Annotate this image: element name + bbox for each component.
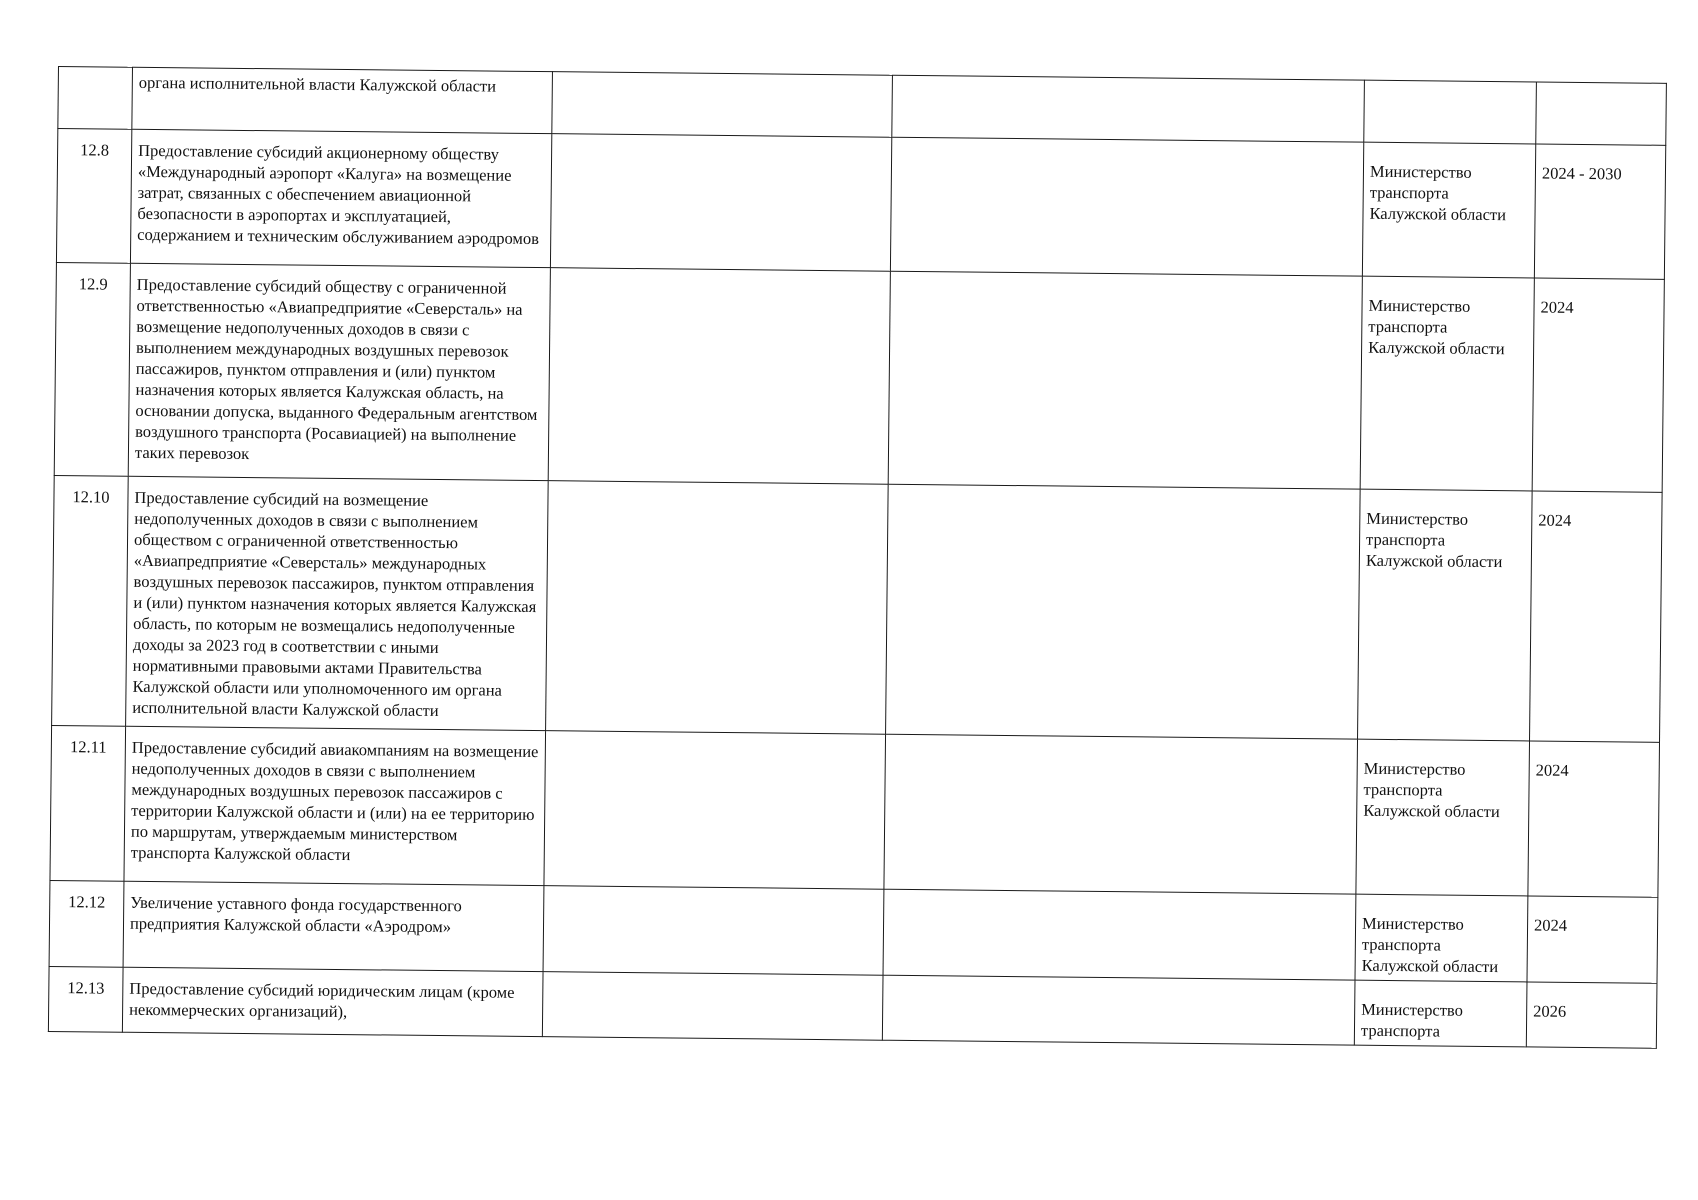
row-description: Предоставление субсидий обществу с ограниченной ответственностью «Авиапредприятие «Северсталь» на возмещение недополученных доходов в связи с выполнением международных воздушных перевозок пассажиров, пунктом отправления и (или) пунктом назначения которых является Калужская область, на основании допуска, выданного Федеральным агентством воздушного транспорта (Росавиацией) на выполнение таких перевозок [128,263,550,480]
table-row [49,880,1658,983]
empty-cell [550,134,891,272]
row-years: 2024 [1528,741,1660,897]
row-years: 2024 - 2030 [1534,144,1665,279]
row-number: 12.8 [56,129,131,264]
empty-cell [552,72,893,138]
empty-cell [883,889,1356,980]
row-responsible: Министерство транспорта Калужской области [1356,739,1530,896]
empty-cell [886,484,1361,739]
empty-cell [542,972,883,1041]
row-number: 12.13 [48,966,123,1032]
empty-cell [546,481,889,735]
document-page [58,66,1666,1041]
row-years: 2024 [1530,491,1663,742]
empty-cell [892,75,1365,142]
row-number: 12.12 [49,880,124,967]
table-row [54,262,1664,492]
row-years: 2024 [1532,278,1664,492]
empty-cell [884,734,1358,894]
empty-cell [543,886,884,976]
row-description: Предоставление субсидий юридическим лицам (кроме некоммерческих организаций), [122,967,543,1036]
empty-cell [890,137,1363,276]
row-description: Предоставление субсидий авиакомпаниям на возмещение недополученных доходов в связи с выполнением международных воздушных перевозок пассажиров с территории Калужской области и (или) на ее территорию по маршрутам, утверждаемым министерством транспорта Калужской области [124,726,546,885]
row-number: 12.9 [54,262,130,476]
row-description: Предоставление субсидий акционерному обществу «Международный аэропорт «Калуга» на возмещение затрат, связанных с обеспечением авиационной безопасности в аэропортах и эксплуатацией, содержанием и техническим обслуживанием аэродромов [130,129,551,267]
row-responsible [1364,80,1537,144]
row-years: 2024 [1527,896,1658,983]
row-description: органа исполнительной власти Калужской области [132,67,553,133]
empty-cell [882,975,1355,1045]
row-number: 12.10 [52,475,129,726]
empty-cell [888,271,1362,489]
empty-cell [544,731,886,890]
table-row [52,475,1663,742]
row-description: Увеличение уставного фонда государственного предприятия Калужской области «Аэродром» [123,881,544,971]
table-row [50,725,1660,897]
row-years [1536,82,1667,145]
measures-table [48,66,1667,1049]
empty-cell [548,268,890,485]
table-row [56,129,1665,280]
row-responsible: Министерство транспорта Калужской области [1358,489,1533,741]
row-responsible: Министерство транспорта Калужской области [1360,276,1534,491]
row-number: 12.11 [50,725,126,881]
row-description: Предоставление субсидий на возмещение недополученных доходов в связи с выполнением обществом с ограниченной ответственностью «Авиапредприятие «Северсталь» международных воздушных перевозок пассажиров, пунктом отправления и (или) пунктом назначения которых является Калужская область, по которым не возмещались недополученные доходы за 2023 год в соответствии с иными нормативными правовыми актами Правительства Калужской области или уполномоченного им органа исполнительной власти Калужской области [126,476,549,730]
row-responsible: Министерство транспорта Калужской области [1362,142,1535,278]
row-years: 2026 [1526,982,1657,1048]
row-number [58,67,133,130]
row-responsible: Министерство транспорта [1354,980,1527,1047]
row-responsible: Министерство транспорта Калужской области [1355,894,1528,982]
